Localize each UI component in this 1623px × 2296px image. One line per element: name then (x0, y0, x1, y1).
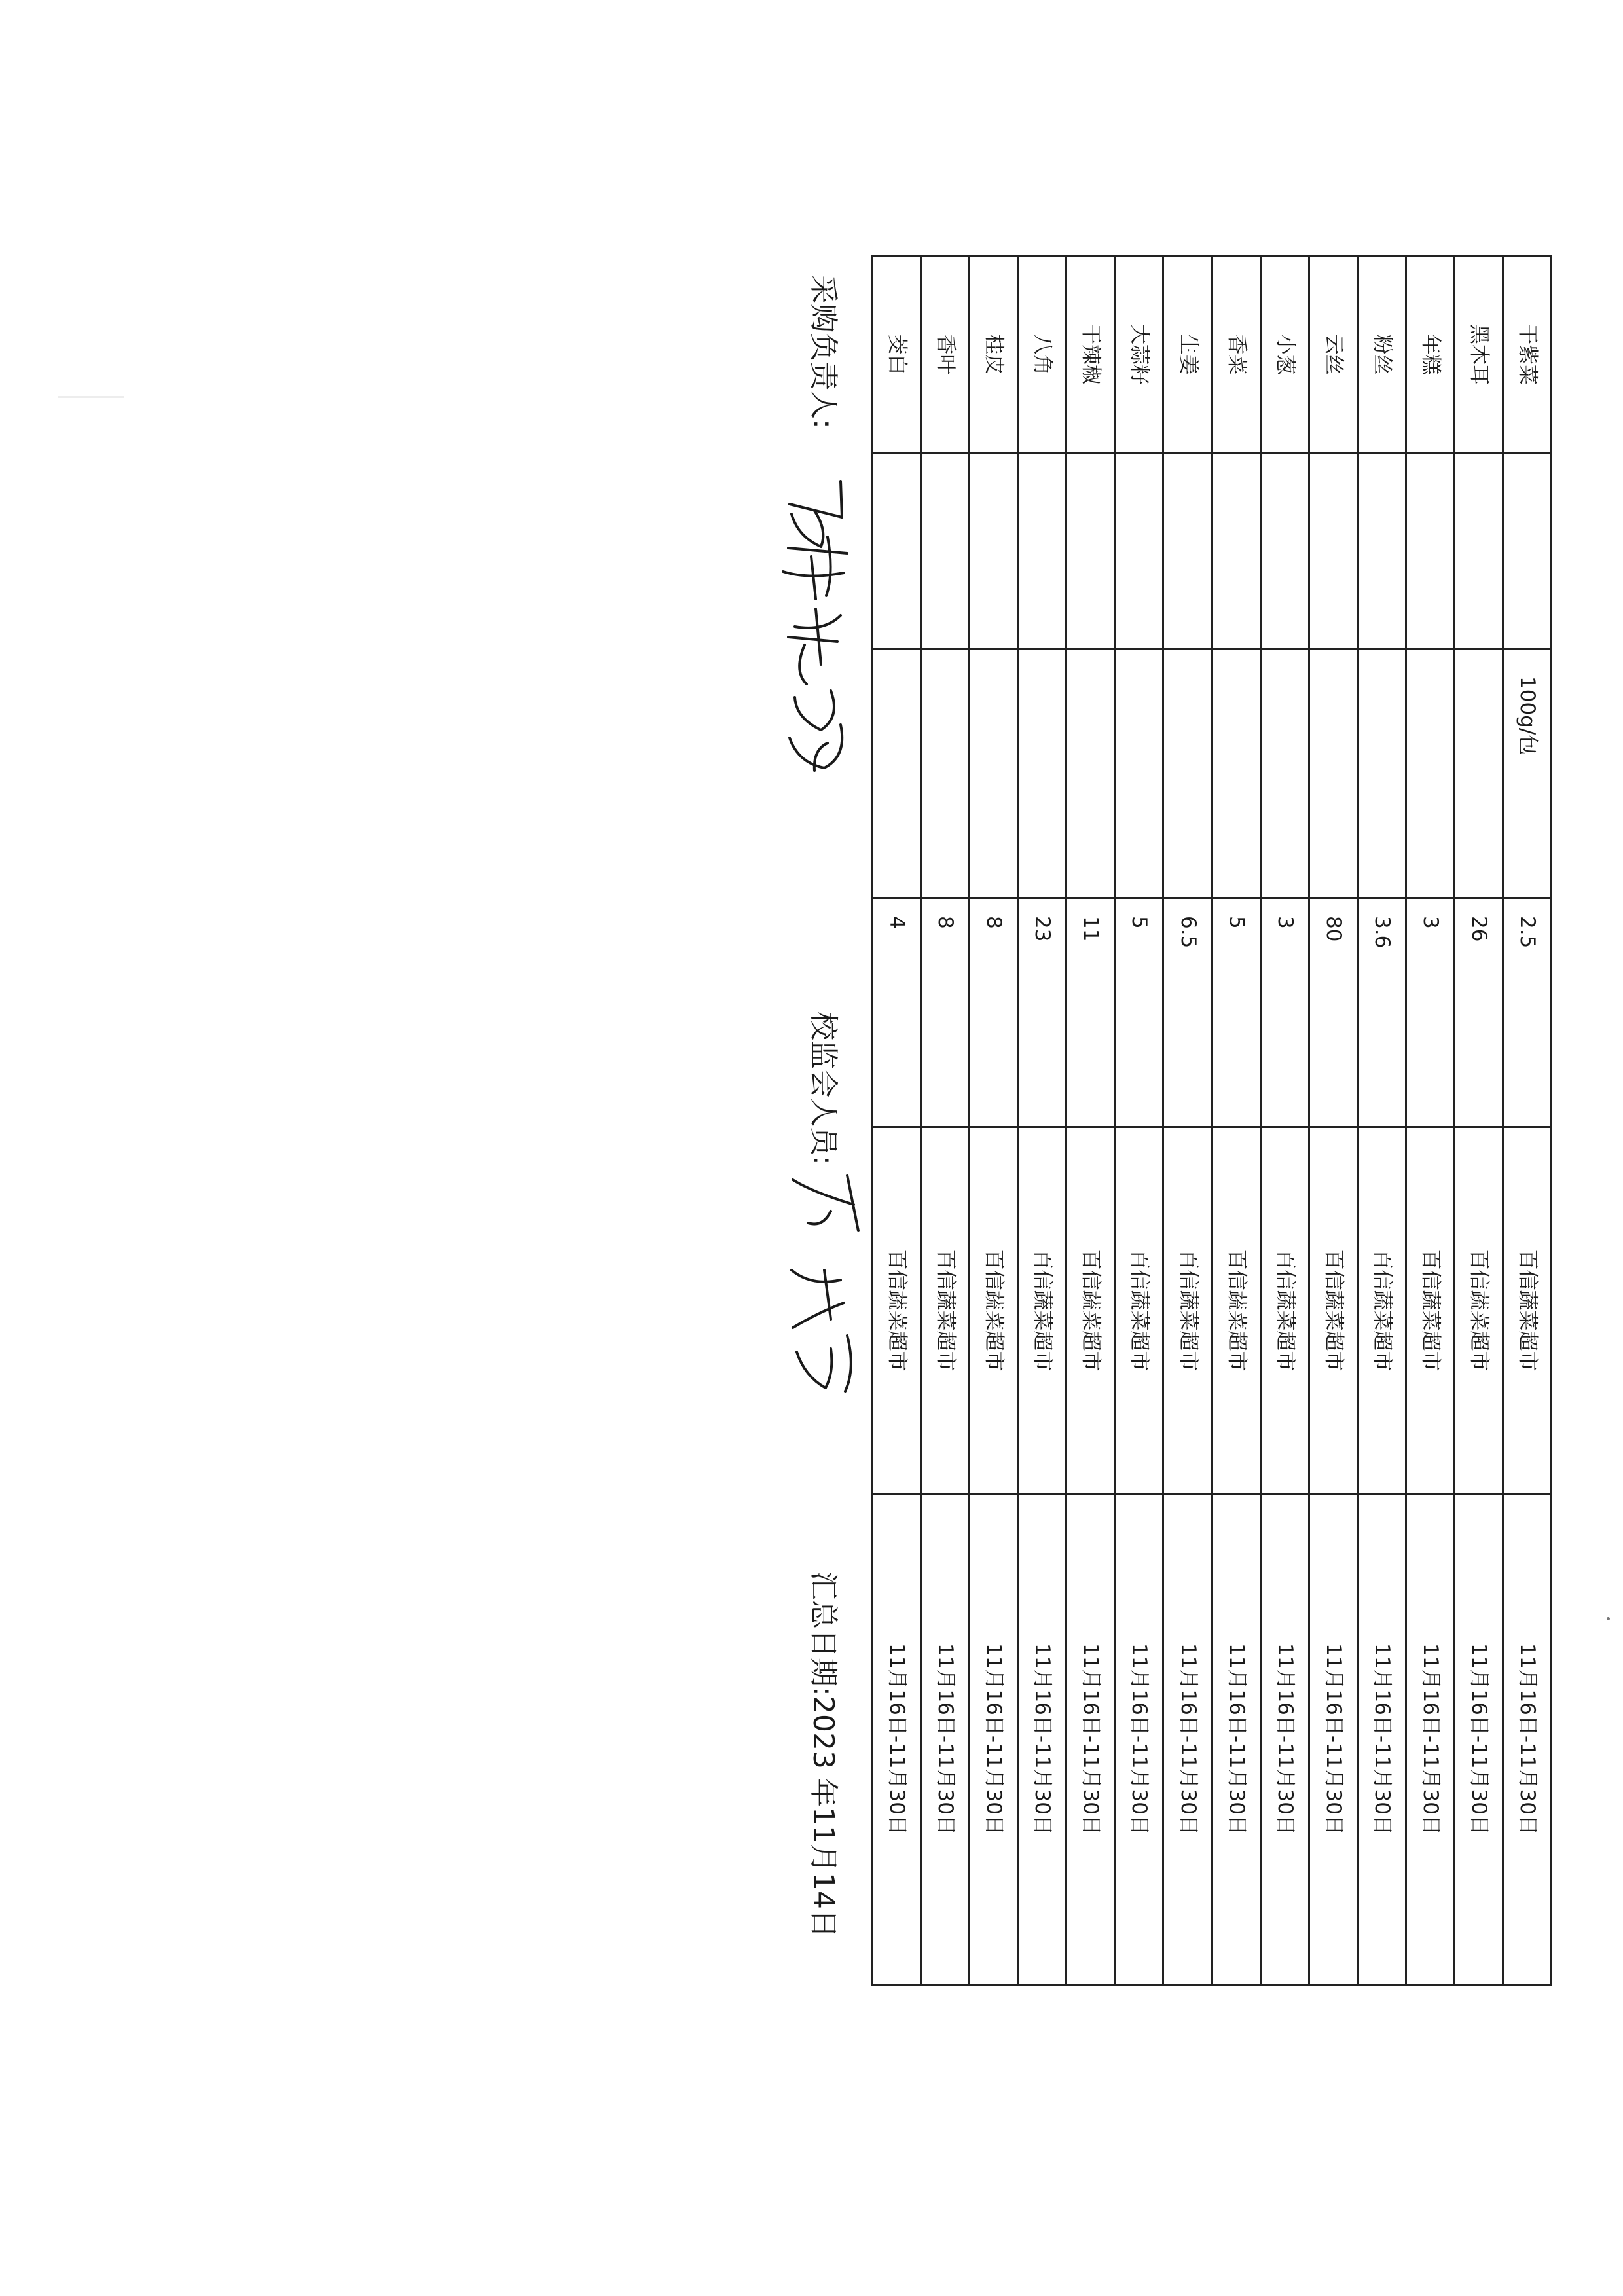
blank-cell (1309, 649, 1357, 898)
blank-cell (970, 649, 1018, 898)
period-cell: 11月16日-11月30日 (1115, 1494, 1163, 1985)
item-name: 粉丝 (1357, 257, 1406, 453)
table-row (873, 257, 921, 1985)
item-name: 大蒜籽 (1115, 257, 1163, 453)
period-cell: 11月16日-11月30日 (1309, 1494, 1357, 1985)
procurement-table (871, 255, 1552, 1986)
supplier-cell: 百信蔬菜超市 (873, 1127, 921, 1494)
item-name: 小葱 (1260, 257, 1309, 453)
quantity-cell: 11 (1067, 898, 1115, 1127)
summary-date-value: 2023 年11月14日 (807, 1696, 840, 1938)
supplier-cell: 百信蔬菜超市 (1503, 1127, 1551, 1494)
table-row (1115, 257, 1163, 1985)
period-cell: 11月16日-11月30日 (970, 1494, 1018, 1985)
item-name: 生姜 (1163, 257, 1212, 453)
item-name: 年糕 (1406, 257, 1454, 453)
period-cell: 11月16日-11月30日 (1067, 1494, 1115, 1985)
blank-cell (1260, 649, 1309, 898)
table-row (1357, 257, 1406, 1985)
item-name: 云丝 (1309, 257, 1357, 453)
period-cell: 11月16日-11月30日 (1260, 1494, 1309, 1985)
blank-cell (1018, 649, 1067, 898)
period-cell: 11月16日-11月30日 (1357, 1494, 1406, 1985)
item-name: 干辣椒 (1067, 257, 1115, 453)
supplier-cell: 百信蔬菜超市 (1406, 1127, 1454, 1494)
quantity-cell: 8 (970, 898, 1018, 1127)
spec-cell (873, 453, 921, 649)
period-cell: 11月16日-11月30日 (1503, 1494, 1551, 1985)
spec-cell (1454, 453, 1503, 649)
blank-cell (1163, 649, 1212, 898)
supplier-cell: 百信蔬菜超市 (1260, 1127, 1309, 1494)
blank-cell (873, 649, 921, 898)
quantity-cell: 5 (1212, 898, 1260, 1127)
item-name: 黑木耳 (1454, 257, 1503, 453)
quantity-cell: 8 (921, 898, 970, 1127)
quantity-cell: 80 (1309, 898, 1357, 1127)
table-row (1212, 257, 1260, 1985)
period-cell: 11月16日-11月30日 (873, 1494, 921, 1985)
table-row (970, 257, 1018, 1985)
quantity-cell: 23 (1018, 898, 1067, 1127)
item-name: 香菜 (1212, 257, 1260, 453)
spec-cell (1406, 453, 1454, 649)
item-name: 干紫菜 (1503, 257, 1551, 453)
quantity-cell: 2.5 (1503, 898, 1551, 1127)
spec-cell (1503, 453, 1551, 649)
spec-cell (1018, 453, 1067, 649)
purchaser-label: 采购负责人: (807, 275, 840, 429)
period-cell: 11月16日-11月30日 (1163, 1494, 1212, 1985)
spec-cell (1260, 453, 1309, 649)
table-row (1503, 257, 1551, 1985)
supplier-cell: 百信蔬菜超市 (1309, 1127, 1357, 1494)
period-cell: 11月16日-11月30日 (1454, 1494, 1503, 1985)
quantity-cell: 4 (873, 898, 921, 1127)
period-cell: 11月16日-11月30日 (1406, 1494, 1454, 1985)
table-row (1018, 257, 1067, 1985)
blank-cell (1357, 649, 1406, 898)
period-cell: 11月16日-11月30日 (1018, 1494, 1067, 1985)
quantity-cell: 6.5 (1163, 898, 1212, 1127)
table-body (873, 257, 1552, 1985)
spec-cell (970, 453, 1018, 649)
supplier-cell: 百信蔬菜超市 (970, 1127, 1018, 1494)
spec-cell (1115, 453, 1163, 649)
spec-cell (1309, 453, 1357, 649)
supplier-cell: 百信蔬菜超市 (1163, 1127, 1212, 1494)
supplier-cell: 百信蔬菜超市 (1357, 1127, 1406, 1494)
blank-cell (1212, 649, 1260, 898)
supplier-cell: 百信蔬菜超市 (1067, 1127, 1115, 1494)
spec-cell (921, 453, 970, 649)
period-cell: 11月16日-11月30日 (921, 1494, 970, 1985)
scan-speck (1607, 1617, 1610, 1620)
table-row (1406, 257, 1454, 1985)
quantity-cell: 5 (1115, 898, 1163, 1127)
summary-date-label: 汇总日期: (807, 1571, 840, 1696)
item-name: 香叶 (921, 257, 970, 453)
table-row (1067, 257, 1115, 1985)
quantity-cell: 3.6 (1357, 898, 1406, 1127)
spec-cell (1067, 453, 1115, 649)
spec-cell (1357, 453, 1406, 649)
quantity-cell: 3 (1260, 898, 1309, 1127)
period-cell: 11月16日-11月30日 (1212, 1494, 1260, 1985)
blank-cell: 100g/包 (1503, 649, 1551, 898)
supplier-cell: 百信蔬菜超市 (1454, 1127, 1503, 1494)
blank-cell (921, 649, 970, 898)
supplier-cell: 百信蔬菜超市 (921, 1127, 970, 1494)
scan-mark (58, 396, 124, 398)
blank-cell (1115, 649, 1163, 898)
item-name: 桂皮 (970, 257, 1018, 453)
table-row (1260, 257, 1309, 1985)
supplier-cell: 百信蔬菜超市 (1115, 1127, 1163, 1494)
blank-cell (1454, 649, 1503, 898)
supplier-cell: 百信蔬菜超市 (1018, 1127, 1067, 1494)
table-row (921, 257, 970, 1985)
supplier-cell: 百信蔬菜超市 (1212, 1127, 1260, 1494)
table-row (1454, 257, 1503, 1985)
blank-cell (1067, 649, 1115, 898)
table-row (1163, 257, 1212, 1985)
supervisor-label: 校监会人员: (807, 1011, 840, 1165)
quantity-cell: 26 (1454, 898, 1503, 1127)
supervisor-signature (778, 1172, 870, 1408)
blank-cell (1406, 649, 1454, 898)
purchaser-signature (778, 475, 867, 828)
spec-cell (1163, 453, 1212, 649)
spec-cell (1212, 453, 1260, 649)
item-name: 茭白 (873, 257, 921, 453)
quantity-cell: 3 (1406, 898, 1454, 1127)
item-name: 八角 (1018, 257, 1067, 453)
table-row (1309, 257, 1357, 1985)
